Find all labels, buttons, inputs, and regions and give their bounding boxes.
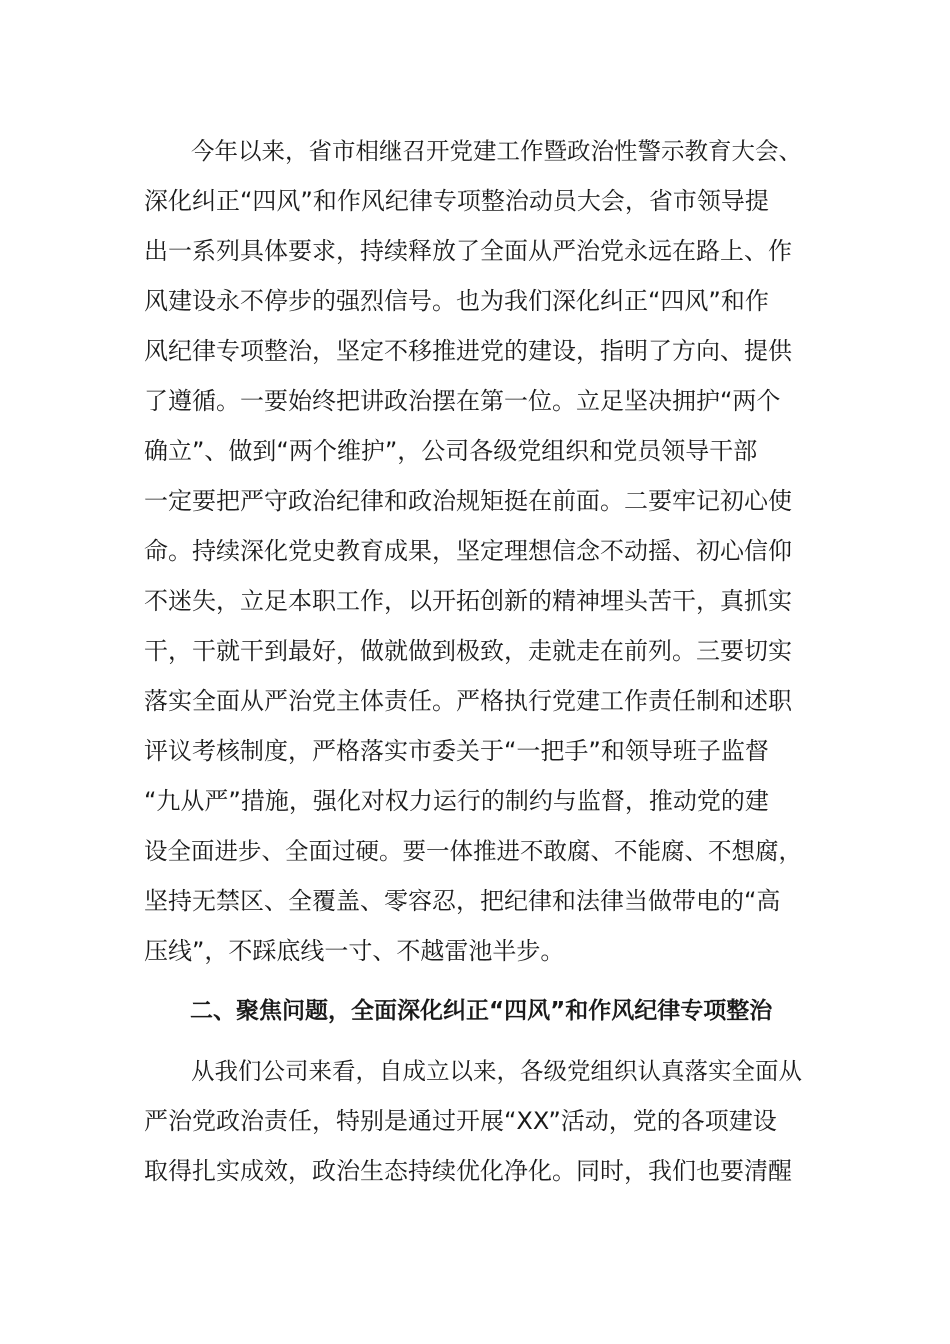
paragraph-line: 确立”、做到“两个维护”，公司各级党组织和党员领导干部 — [144, 437, 758, 465]
paragraph-line: 不迷失，立足本职工作，以开拓创新的精神埋头苦干，真抓实 — [144, 587, 792, 615]
paragraph-line: 从我们公司来看，自成立以来，各级党组织认真落实全面从 — [144, 1057, 802, 1085]
paragraph-line: 出一系列具体要求，持续释放了全面从严治党永远在路上、作 — [144, 237, 792, 265]
paragraph-line: 命。持续深化党史教育成果，坚定理想信念不动摇、初心信仰 — [144, 537, 792, 565]
paragraph-2 — [144, 1046, 809, 1196]
paragraph-line: 今年以来，省市相继召开党建工作暨政治性警示教育大会、 — [144, 137, 802, 165]
paragraph-line: 坚持无禁区、全覆盖、零容忍，把纪律和法律当做带电的“高 — [144, 887, 781, 915]
paragraph-line: 取得扎实成效，政治生态持续优化净化。同时，我们也要清醒 — [144, 1157, 792, 1185]
paragraph-line: 评议考核制度，严格落实市委关于“一把手”和领导班子监督 — [144, 737, 769, 765]
paragraph-line: 深化纠正“四风”和作风纪律专项整治动员大会，省市领导提 — [144, 187, 769, 215]
paragraph-line: 风纪律专项整治，坚定不移推进党的建设，指明了方向、提供 — [144, 337, 792, 365]
paragraph-line: 压线”，不踩底线一寸、不越雷池半步。 — [144, 937, 565, 965]
paragraph-line: “九从严”措施，强化对权力运行的制约与监督，推动党的建 — [144, 787, 769, 815]
paragraph-line: 严治党政治责任，特别是通过开展“XX”活动，党的各项建设 — [144, 1107, 777, 1135]
paragraph-line: 设全面进步、全面过硬。要一体推进不敢腐、不能腐、不想腐， — [144, 837, 802, 865]
paragraph-line: 一定要把严守政治纪律和政治规矩挺在前面。二要牢记初心使 — [144, 487, 792, 515]
paragraph-line: 了遵循。一要始终把讲政治摆在第一位。立足坚决拥护“两个 — [144, 387, 781, 415]
paragraph-line: 干，干就干到最好，做就做到极致，走就走在前列。三要切实 — [144, 637, 792, 665]
section-heading-text: 二、聚焦问题，全面深化纠正“四风”和作风纪律专项整治 — [144, 998, 773, 1024]
paragraph-1 — [144, 126, 809, 976]
paragraph-line: 落实全面从严治党主体责任。严格执行党建工作责任制和述职 — [144, 687, 792, 715]
section-heading-2 — [144, 986, 809, 1036]
paragraph-line: 风建设永不停步的强烈信号。也为我们深化纠正“四风”和作 — [144, 287, 769, 315]
